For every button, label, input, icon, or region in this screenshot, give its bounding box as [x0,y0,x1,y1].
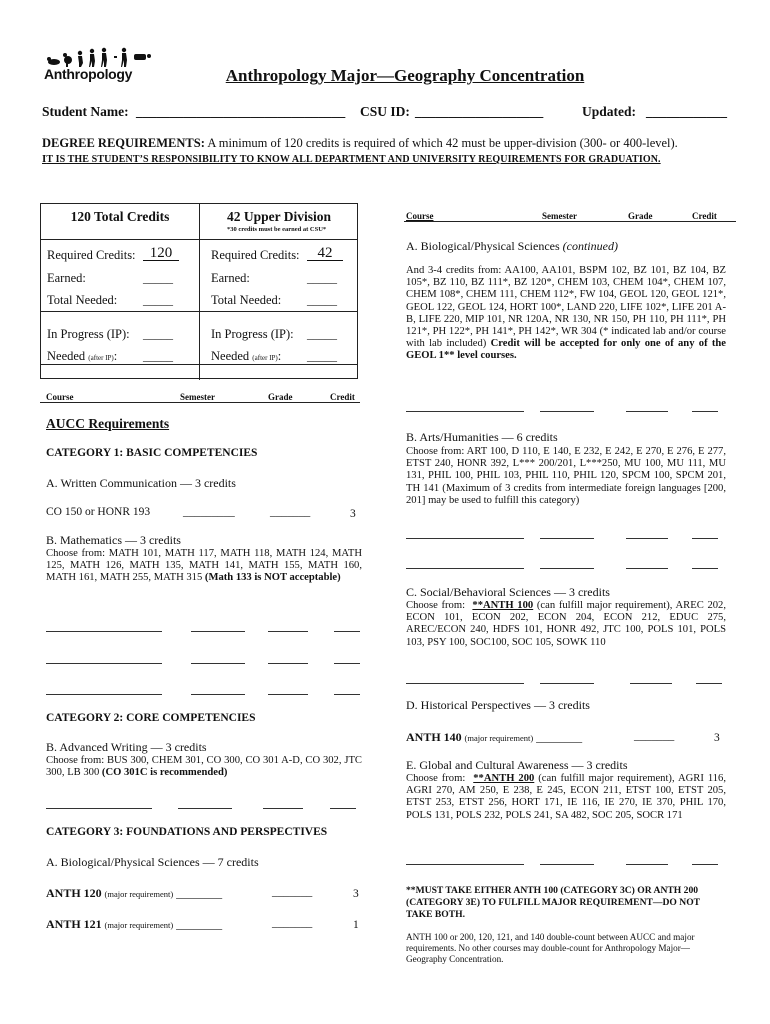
student-name-label: Student Name: [42,104,129,119]
arts-grade-blank-1[interactable] [626,538,668,539]
arts-course-blank-2[interactable] [406,568,524,569]
global-semester-blank[interactable] [540,864,594,865]
math-credit-blank-2[interactable] [334,663,360,664]
math-course-blank-2[interactable] [46,663,162,664]
anth140-credit: 3 [714,732,720,744]
bio-semester-blank[interactable] [540,411,594,412]
logo-text: Anthropology [44,66,133,82]
math-semester-blank-3[interactable] [191,694,245,695]
global-options: Choose from: **ANTH 200 (can fulfill major requirement), AGRI 116, AGRI 270, AM 250, E 238, E 245, ECON 211, ETST 100, ETST 205, ETST 253, ETST 256, HORT 171, IE 116, IE 270, IE 370, PHIL 170, POLS 131, POLS 232, POLS 241, SA 482, SOC 205, SOCR 171 [406,773,726,821]
page-title: Anthropology Major—Geography Concentration [225,66,585,85]
category-1-heading: CATEGORY 1: BASIC COMPETENCIES [46,447,258,459]
responsibility-text: T IS THE STUDENT’S RESPONSIBILITY TO KNOW ALL DEPARTMENT AND UNIVERSITY REQUIREMENTS FOR GRADUATION. [46,154,661,165]
adv-credit-blank[interactable] [330,808,356,809]
arts-course-blank-1[interactable] [406,538,524,539]
earned-label: Earned: [47,271,86,285]
co150-grade-field[interactable]: _______ [270,506,311,518]
bio-course-blank[interactable] [406,411,524,412]
upper-needed-field[interactable]: _____ [307,293,337,307]
anth121-credit: 1 [353,919,359,931]
required-credits-label: Required Credits: [47,248,136,262]
total-needed-field[interactable]: _____ [143,293,173,307]
arts-heading: B. Arts/Humanities — 6 credits [406,430,558,444]
anth140-grade-field[interactable]: _______ [634,730,675,742]
anth140-row: ANTH 140 (major requirement) ________ [406,730,583,744]
degree-req-text: A minimum of 120 credits is required of which 42 must be upper-division (300- or 400-level). [207,136,678,150]
in-progress-upper-field[interactable]: _____ [307,327,337,341]
arts-credit-blank-2[interactable] [692,568,718,569]
math-semester-blank-2[interactable] [191,663,245,664]
left-col-grade: Grade [268,392,293,402]
anth121-grade-field[interactable]: _______ [272,917,313,929]
bio-grade-blank[interactable] [626,411,668,412]
in-progress-label: In Progress (IP): [47,327,130,341]
csu-id-label: CSU ID: [360,104,410,119]
co150-course: CO 150 or HONR 193 [46,506,151,518]
bio-continued-options: And 3-4 credits from: AA100, AA101, BSPM 102, BZ 101, BZ 104, BZ 105*, BZ 110, BZ 111*, BZ 120*, CHEM 103, CHEM 104*, CHEM 107, CHEM 108*, CHEM 111, CHEM 112*, FW 104, GEOL 120, GEOL 121*, GEOL 122, GEOL 124, HORT 100*, LAND 220, LIFE 102*, LIFE 201 A-B, LIFE 220, MIP 101, NR 120A, NR 130, NR 150, PH 110, PH 111*, PH 121*, PH 122*, PH 141*, PH 142*, WR 304 (* indicated lab and/or course with lab included) Credit will be accepted for only one of any of the GEOL 1** level courses. [406,265,726,362]
global-heading: E. Global and Cultural Awareness — 3 credits [406,758,628,772]
co150-semester-field[interactable]: _________ [183,506,235,518]
upper-needed-label: Total Needed: [211,293,282,307]
right-col-credit: Credit [692,211,717,221]
earned-total-field[interactable]: _____ [143,271,173,285]
earned-upper-label: Earned: [211,271,250,285]
left-col-semester: Semester [180,392,215,402]
required-upper-value: 42 [307,246,343,261]
adv-grade-blank[interactable] [263,808,303,809]
advanced-writing-options: Choose from: BUS 300, CHEM 301, CO 300, CO 301 A-D, CO 302, JTC 300, LB 300 (CO 301C is recommended) [46,755,362,779]
category-3-heading: CATEGORY 3: FOUNDATIONS AND PERSPECTIVES [46,826,328,838]
must-take-notice: **MUST TAKE EITHER ANTH 100 (CATEGORY 3C) OR ANTH 200 (CATEGORY 3E) TO FULFILL MAJOR REQUIREMENT—DO NOT TAKE BOTH. [406,885,700,920]
social-grade-blank[interactable] [630,683,672,684]
anth121-row: ANTH 121 (major requirement) ________ [46,917,223,931]
required-total-value: 120 [143,246,179,261]
left-col-credit: Credit [330,392,355,402]
social-options: Choose from: **ANTH 100 (can fulfill major requirement), AREC 202, ECON 101, ECON 202, ECON 204, ECON 212, EDUC 275, AREC/ECON 240, HDFS 101, HONR 492, JTC 100, POLS 101, POLS 103, PSY 100, SOC100, SOC 105, SOWK 110 [406,600,727,648]
right-col-grade: Grade [628,211,653,221]
bio-continued-heading: A. Biological/Physical Sciences (continued) [406,239,618,253]
double-count-note: ANTH 100 or 200, 120, 121, and 140 double-count between AUCC and major requirements. No other courses may double-count for Anthropology Major—Geography Concentration. [406,932,695,964]
math-course-blank-3[interactable] [46,694,162,695]
upper-division-note: *30 credits must be earned at CSU* [227,226,327,233]
social-course-blank[interactable] [406,683,524,684]
category-2-heading: CATEGORY 2: CORE COMPETENCIES [46,712,256,724]
right-col-course: Course [406,211,434,221]
degree-requirements [42,136,742,151]
left-col-course: Course [46,392,74,402]
arts-grade-blank-2[interactable] [626,568,668,569]
bio-sciences-heading: A. Biological/Physical Sciences — 7 credits [46,855,259,869]
co150-credit: 3 [350,508,356,520]
needed-after-ip-label: Needed (after IP): [47,349,118,363]
upper-division-header: 42 Upper Division [226,209,332,224]
advanced-writing-heading: B. Advanced Writing — 3 credits [46,740,207,754]
total-credits-header: 120 Total Credits [70,209,170,224]
csu-id-field[interactable]: ___________________ [415,104,544,119]
responsibility-notice: IT IS THE STUDENT’S RESPONSIBILITY TO KNOW ALL DEPARTMENT AND UNIVERSITY REQUIREMENTS FOR GRADUATION. [42,153,661,165]
required-upper-label: Required Credits: [211,248,300,262]
mathematics-options: Choose from: MATH 101, MATH 117, MATH 118, MATH 124, MATH 125, MATH 126, MATH 135, MATH 141, MATH 155, MATH 160, MATH 161, MATH 255, MATH 315 (Math 133 is NOT acceptable) [46,548,362,584]
global-course-blank[interactable] [406,864,524,865]
math-credit-blank-1[interactable] [334,631,360,632]
anth120-row: ANTH 120 (major requirement) ________ [46,886,223,900]
updated-field[interactable]: ____________ [646,104,727,119]
right-col-semester: Semester [542,211,577,221]
in-progress-total-field[interactable]: _____ [143,327,173,341]
mathematics-heading: B. Mathematics — 3 credits [46,533,181,547]
written-communication-heading: A. Written Communication — 3 credits [46,476,236,490]
degree-req-label: DEGREE REQUIREMENTS: [42,136,205,150]
global-credit-blank[interactable] [692,864,718,865]
right-col-divider [404,221,736,222]
human-evolution-icon [44,46,154,68]
math-course-blank-1[interactable] [46,631,162,632]
arts-options: Choose from: ART 100, D 110, E 140, E 232, E 242, E 270, E 276, E 277, ETST 240, HONR 392, L*** 200/201, L***250, MU 100, MU 111, MU 131, PHIL 100, PHIL 103, PHIL 110, PHIL 120, SPCM 100, SPCM 201, TH 141 (Maximum of 3 credits from intermediate foreign languages [200, 201] may be used to fulfill this category) [406,446,726,506]
math-grade-blank-2[interactable] [268,663,308,664]
global-grade-blank[interactable] [626,864,668,865]
anth120-credit: 3 [353,888,359,900]
adv-semester-blank[interactable] [178,808,232,809]
total-needed-label: Total Needed: [47,293,118,307]
social-credit-blank[interactable] [696,683,722,684]
earned-upper-field[interactable]: _____ [307,271,337,285]
in-progress-upper-label: In Progress (IP): [211,327,294,341]
bio-credit-blank[interactable] [692,411,718,412]
student-name-field[interactable]: _______________________________ [136,104,346,119]
math-grade-blank-1[interactable] [268,631,308,632]
anth120-grade-field[interactable]: _______ [272,886,313,898]
credits-summary-box [40,203,358,379]
arts-semester-blank-1[interactable] [540,538,594,539]
math-grade-blank-3[interactable] [268,694,308,695]
needed-total-field[interactable]: _____ [143,349,173,363]
needed-upper-label: Needed (after IP): [211,349,282,363]
arts-semester-blank-2[interactable] [540,568,594,569]
left-col-divider [40,402,360,403]
math-credit-blank-3[interactable] [334,694,360,695]
math-semester-blank-1[interactable] [191,631,245,632]
historical-heading: D. Historical Perspectives — 3 credits [406,698,590,712]
social-heading: C. Social/Behavioral Sciences — 3 credits [406,585,610,599]
updated-label: Updated: [582,104,637,119]
needed-upper-field[interactable]: _____ [307,349,337,363]
aucc-heading: AUCC Requirements [46,416,170,431]
social-semester-blank[interactable] [540,683,594,684]
arts-credit-blank-1[interactable] [692,538,718,539]
adv-course-blank[interactable] [46,808,152,809]
